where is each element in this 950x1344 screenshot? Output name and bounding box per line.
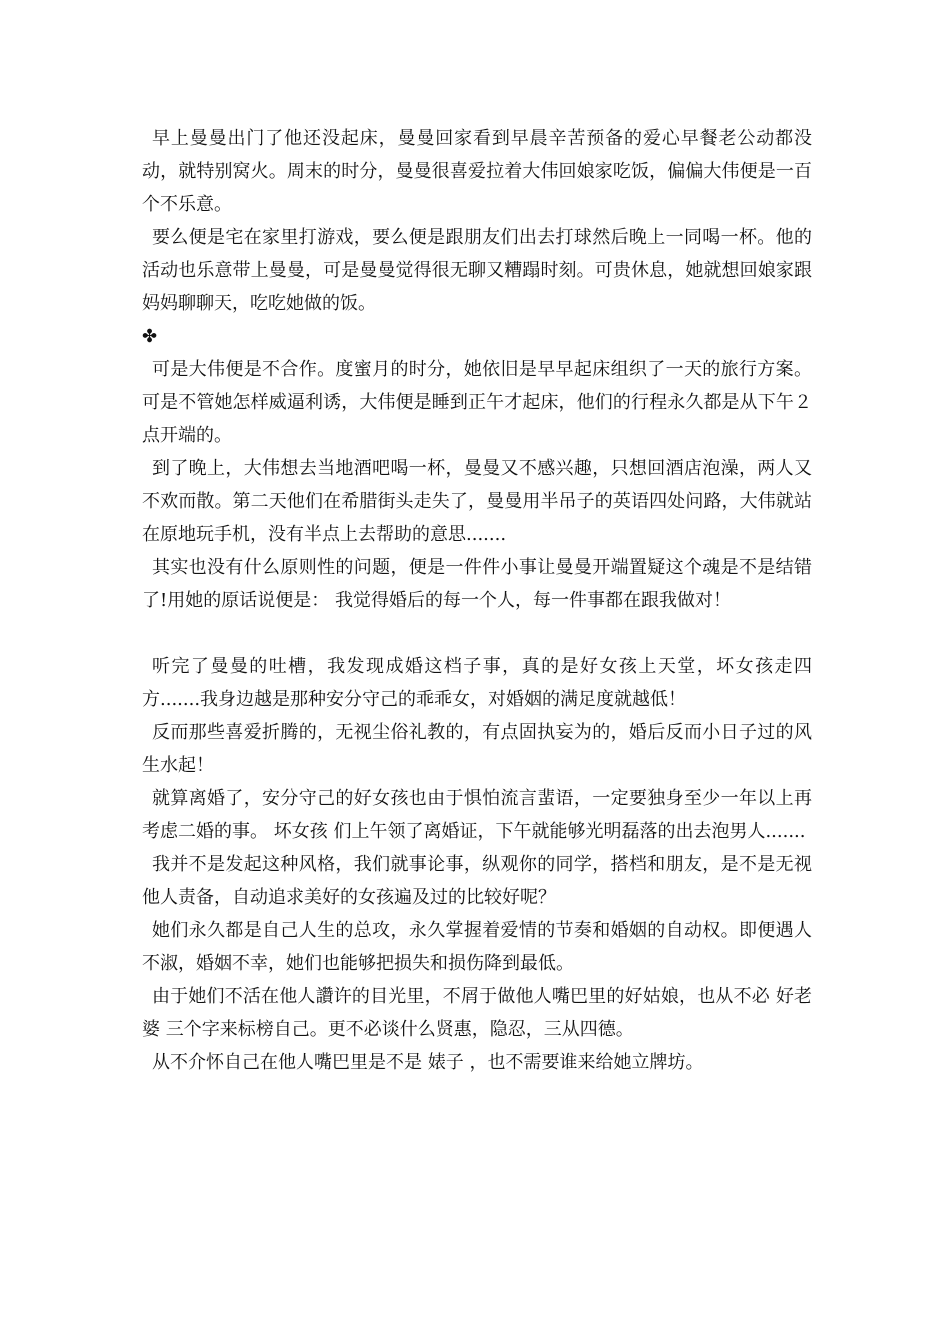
paragraph: 她们永久都是自己人生的总攻，永久掌握着爱情的节奏和婚姻的自动权。即便遇人不淑，婚姻不幸，她们也能够把损失和损伤降到最低。 bbox=[142, 920, 812, 974]
document-body bbox=[142, 122, 812, 1079]
paragraph: 就算离婚了，安分守己的好女孩也由于惧怕流言蜚语，一定要独身至少一年以上再考虑二婚的事。 坏女孩 们上午领了离婚证，下午就能够光明磊落的出去泡男人....... bbox=[142, 788, 812, 842]
paragraph: 要么便是宅在家里打游戏，要么便是跟朋友们出去打球然后晚上一同喝一杯。他的活动也乐意带上曼曼，可是曼曼觉得很无聊又糟蹋时刻。可贵休息，她就想回娘家跟妈妈聊聊天，吃吃她做的饭。 bbox=[142, 227, 812, 314]
flower-ornament-icon: ✤ bbox=[142, 326, 158, 347]
paragraph: 到了晚上，大伟想去当地酒吧喝一杯，曼曼又不感兴趣，只想回酒店泡澡，两人又不欢而散。第二天他们在希腊街头走失了，曼曼用半吊子的英语四处问路，大伟就站在原地玩手机，没有半点上去帮助的意思....... bbox=[142, 458, 812, 545]
paragraph: 我并不是发起这种风格，我们就事论事，纵观你的同学，搭档和朋友，是不是无视他人责备，自动追求美好的女孩遍及过的比较好呢？ bbox=[142, 854, 812, 908]
blank-line bbox=[142, 617, 812, 650]
paragraph: 反而那些喜爱折腾的，无视尘俗礼教的，有点固执妄为的，婚后反而小日子过的风生水起！ bbox=[142, 722, 812, 776]
paragraph: 听完了曼曼的吐槽，我发现成婚这档子事，真的是好女孩上天堂，坏女孩走四方.......我身边越是那种安分守己的乖乖女，对婚姻的满足度就越低！ bbox=[142, 656, 812, 710]
paragraph: 由于她们不活在他人讚许的目光里，不屑于做他人嘴巴里的好姑娘，也从不必 好老婆 三个字来标榜自己。更不必谈什么贤惠，隐忍，三从四德。 bbox=[142, 986, 812, 1040]
paragraph: 从不介怀自己在他人嘴巴里是不是 婊子 ，也不需要谁来给她立牌坊。 bbox=[152, 1052, 704, 1073]
paragraph: 早上曼曼出门了他还没起床，曼曼回家看到早晨辛苦预备的爱心早餐老公动都没动，就特别窝火。周末的时分，曼曼很喜爱拉着大伟回娘家吃饭，偏偏大伟便是一百个不乐意。 bbox=[142, 128, 812, 215]
paragraph: 其实也没有什么原则性的问题，便是一件件小事让曼曼开端置疑这个魂是不是结错了!用她的原话说便是： 我觉得婚后的每一个人，每一件事都在跟我做对！ bbox=[142, 557, 812, 611]
paragraph: 可是大伟便是不合作。度蜜月的时分，她依旧是早早起床组织了一天的旅行方案。可是不管她怎样威逼利诱，大伟便是睡到正午才起床，他们的行程永久都是从下午２点开端的。 bbox=[142, 359, 812, 446]
